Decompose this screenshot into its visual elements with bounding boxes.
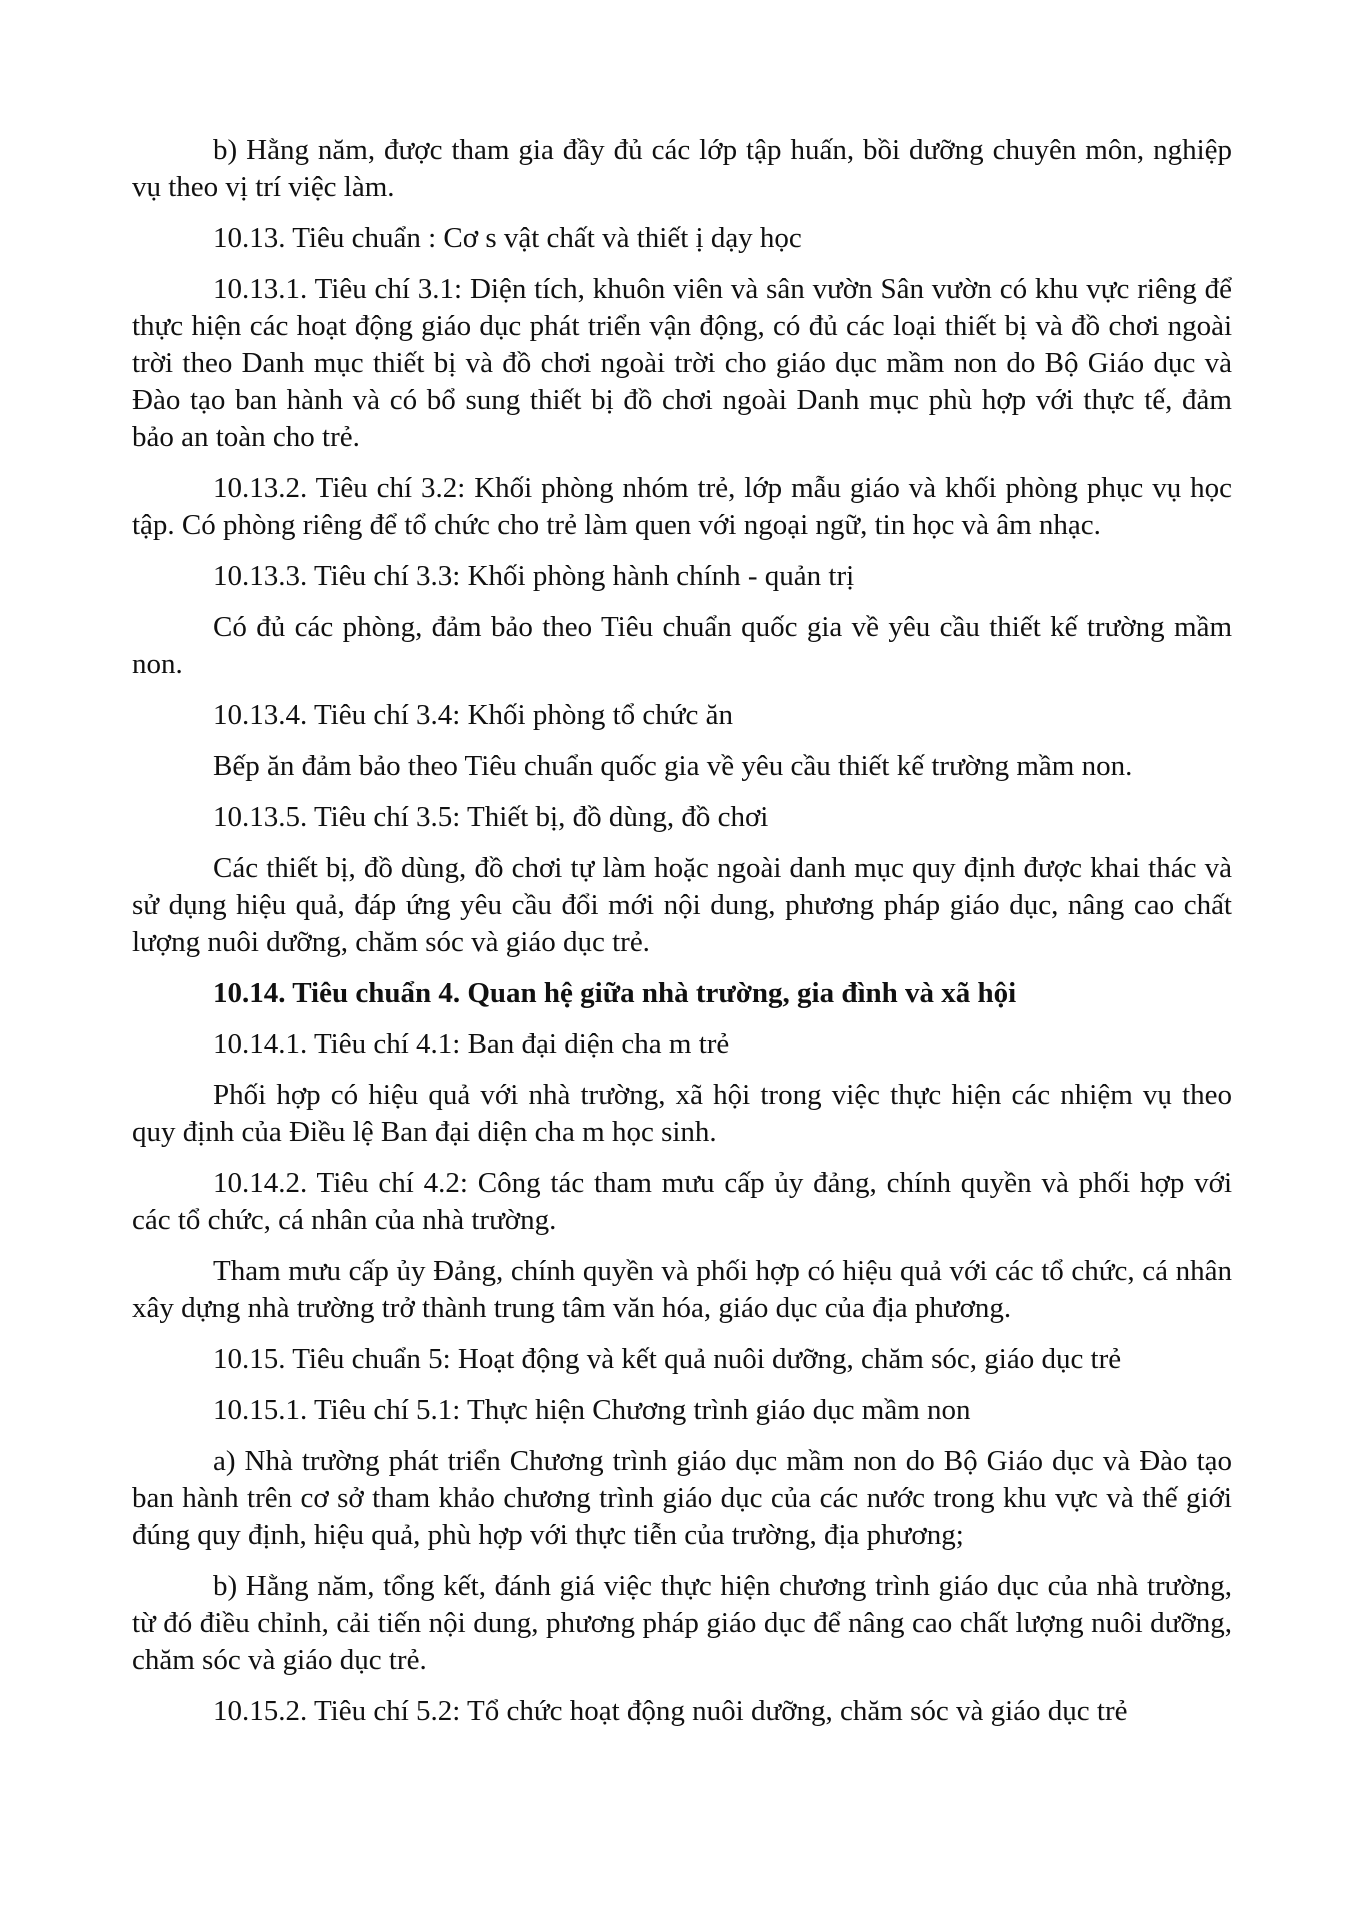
paragraph-criterion-5-1-a: a) Nhà trường phát triển Chương trình giáo dục mầm non do Bộ Giáo dục và Đào tạo ban hành trên cơ sở tham khảo chương trình giáo dục của các nước trong khu vực và thế giới đúng quy định, hiệu quả, phù hợp với thực tiễn của trường, địa phương; [132, 1445, 1232, 1551]
paragraph-criterion-3-3-body: Có đủ các phòng, đảm bảo theo Tiêu chuẩn quốc gia về yêu cầu thiết kế trường mầm non. [132, 611, 1232, 680]
document-page [132, 132, 1232, 1744]
paragraph-criterion-3-1: 10.13.1. Tiêu chí 3.1: Diện tích, khuôn viên và sân vườn Sân vườn có khu vực riêng để thực hiện các hoạt động giáo dục phát triển vận động, có đủ các loại thiết bị và đồ chơi ngoài trời theo Danh mục thiết bị và đồ chơi ngoài trời cho giáo dục mầm non do Bộ Giáo dục và Đào tạo ban hành và có bổ sung thiết bị đồ chơi ngoài Danh mục phù hợp với thực tế, đảm bảo an toàn cho trẻ. [132, 273, 1232, 453]
paragraph-criterion-3-5-body: Các thiết bị, đồ dùng, đồ chơi tự làm hoặc ngoài danh mục quy định được khai thác và sử dụng hiệu quả, đáp ứng yêu cầu đổi mới nội dung, phương pháp giáo dục, nâng cao chất lượng nuôi dưỡng, chăm sóc và giáo dục trẻ. [132, 852, 1232, 958]
heading-standard-10-14: 10.14. Tiêu chuẩn 4. Quan hệ giữa nhà trường, gia đình và xã hội [213, 977, 1017, 1009]
paragraph-criterion-4-2-body: Tham mưu cấp ủy Đảng, chính quyền và phối hợp có hiệu quả với các tổ chức, cá nhân xây dựng nhà trường trở thành trung tâm văn hóa, giáo dục của địa phương. [132, 1255, 1232, 1324]
paragraph-criterion-3-3: 10.13.3. Tiêu chí 3.3: Khối phòng hành chính - quản trị [213, 560, 855, 592]
paragraph-criterion-4-2: 10.14.2. Tiêu chí 4.2: Công tác tham mưu cấp ủy đảng, chính quyền và phối hợp với các tổ chức, cá nhân của nhà trường. [132, 1167, 1232, 1236]
paragraph-criterion-5-1: 10.15.1. Tiêu chí 5.1: Thực hiện Chương trình giáo dục mầm non [213, 1394, 971, 1426]
paragraph-criterion-3-2: 10.13.2. Tiêu chí 3.2: Khối phòng nhóm trẻ, lớp mẫu giáo và khối phòng phục vụ học tập. Có phòng riêng để tổ chức cho trẻ làm quen với ngoại ngữ, tin học và âm nhạc. [132, 472, 1232, 541]
paragraph-criterion-3-4: 10.13.4. Tiêu chí 3.4: Khối phòng tổ chức ăn [213, 699, 733, 731]
paragraph-criterion-4-1: 10.14.1. Tiêu chí 4.1: Ban đại diện cha m trẻ [213, 1028, 730, 1060]
paragraph-criterion-5-2: 10.15.2. Tiêu chí 5.2: Tổ chức hoạt động nuôi dưỡng, chăm sóc và giáo dục trẻ [213, 1695, 1128, 1727]
paragraph-criterion-3-5: 10.13.5. Tiêu chí 3.5: Thiết bị, đồ dùng, đồ chơi [213, 801, 769, 833]
heading-standard-10-15: 10.15. Tiêu chuẩn 5: Hoạt động và kết quả nuôi dưỡng, chăm sóc, giáo dục trẻ [213, 1343, 1122, 1375]
paragraph-criterion-4-1-body: Phối hợp có hiệu quả với nhà trường, xã hội trong việc thực hiện các nhiệm vụ theo quy định của Điều lệ Ban đại diện cha m học sinh. [132, 1079, 1232, 1148]
heading-standard-10-13: 10.13. Tiêu chuẩn : Cơ s vật chất và thiết ị dạy học [213, 222, 802, 254]
paragraph-criterion-3-4-body: Bếp ăn đảm bảo theo Tiêu chuẩn quốc gia về yêu cầu thiết kế trường mầm non. [213, 750, 1133, 782]
paragraph-annual-training: b) Hằng năm, được tham gia đầy đủ các lớp tập huấn, bồi dưỡng chuyên môn, nghiệp vụ theo vị trí việc làm. [132, 134, 1232, 203]
paragraph-criterion-5-1-b: b) Hằng năm, tổng kết, đánh giá việc thực hiện chương trình giáo dục của nhà trường, từ đó điều chỉnh, cải tiến nội dung, phương pháp giáo dục để nâng cao chất lượng nuôi dưỡng, chăm sóc và giáo dục trẻ. [132, 1570, 1232, 1676]
